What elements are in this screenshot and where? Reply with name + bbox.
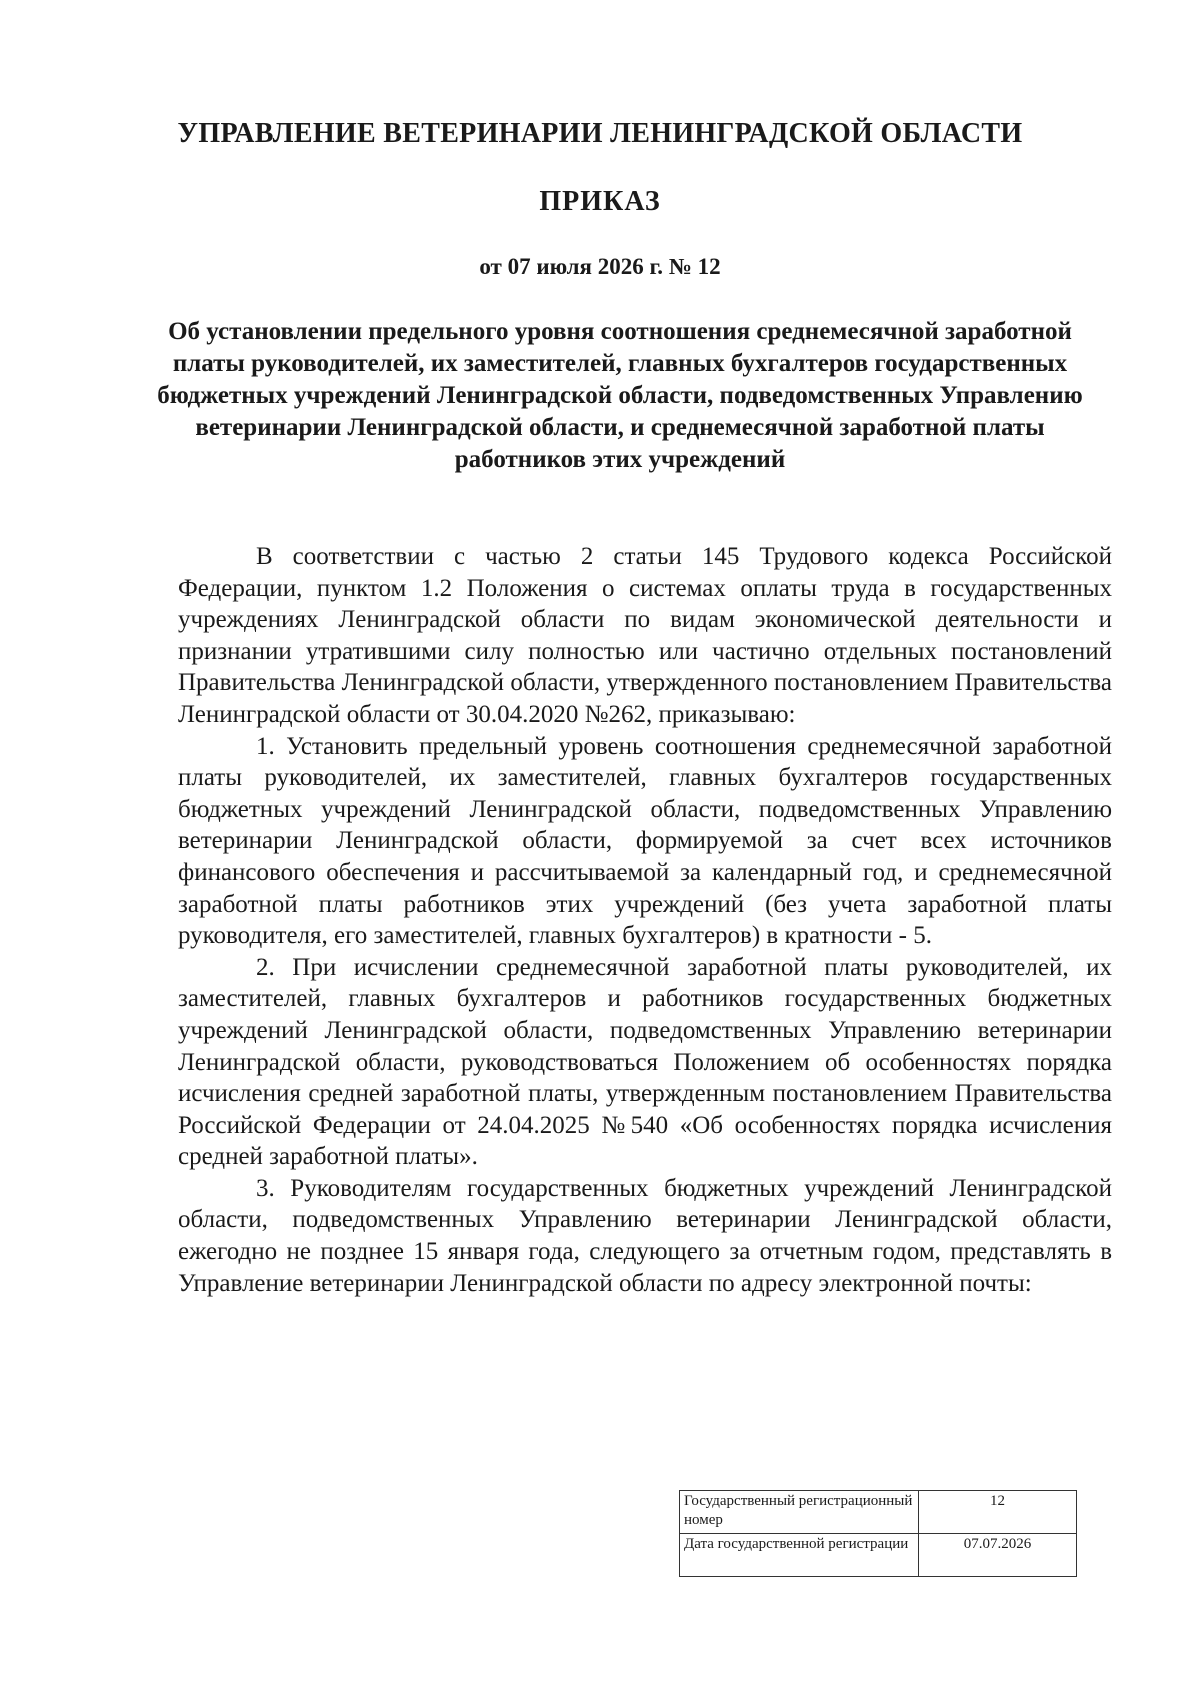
agency-name: УПРАВЛЕНИЕ ВЕТЕРИНАРИИ ЛЕНИНГРАДСКОЙ ОБЛАСТИ — [177, 118, 1023, 149]
registration-date-row — [680, 1534, 1077, 1577]
clause-3: 3. Руководителям государственных бюджетных учреждений Ленинградской области, подведомственных Управлению ветеринарии Ленинградской области, ежегодно не позднее 15 января года, следующего за отчетным годом, представлять в Управление ветеринарии Ленинградской области по адресу электронной почты: — [178, 1174, 1112, 1297]
clause-2: 2. При исчислении среднемесячной заработной платы руководителей, их заместителей, главных бухгалтеров и работников государственных бюджетных учреждений Ленинградской области, подведомственных Управлению ветеринарии Ленинградской области, руководствоваться Положением об особенностях порядка исчисления средней заработной платы, утвержденным постановлением Правительства Российской Федерации от 24.04.2025 №540 «Об особенностях порядка исчисления средней заработной платы». — [178, 953, 1112, 1171]
registration-stamp-table — [679, 1490, 1077, 1577]
document-title: Об установлении предельного уровня соотношения среднемесячной заработной платы руководителей, их заместителей, главных бухгалтеров государственных бюджетных учреждений Ленинградской области, подведомственных Управлению ветеринарии Ленинградской области, и среднемесячной заработной платы работников этих учреждений — [157, 318, 1083, 473]
registration-number-label: Государственный регистрационный номер — [680, 1491, 919, 1534]
registration-date-label: Дата государственной регистрации — [680, 1534, 919, 1577]
registration-number-row — [680, 1491, 1077, 1534]
document-body — [178, 541, 1112, 1299]
preamble-paragraph: В соответствии с частью 2 статьи 145 Трудового кодекса Российской Федерации, пунктом 1.2 Положения о системах оплаты труда в государственных учреждениях Ленинградской области по видам экономической деятельности и признании утратившими силу полностью или частично отдельных постановлений Правительства Ленинградской области, утвержденного постановлением Правительства Ленинградской области от 30.04.2020 №262, приказываю: — [178, 543, 1112, 728]
clause-1: 1. Установить предельный уровень соотношения среднемесячной заработной платы руководителей, их заместителей, главных бухгалтеров государственных бюджетных учреждений Ленинградской области, подведомственных Управлению ветеринарии Ленинградской области, формируемой за счет всех источников финансового обеспечения и рассчитываемой за календарный год, и среднемесячной заработной платы работников этих учреждений (без учета заработной платы руководителя, его заместителей, главных бухгалтеров) в кратности - 5. — [178, 732, 1112, 950]
document-type: ПРИКАЗ — [539, 186, 661, 217]
document-date-number: от 07 июля 2026 г. № 12 — [479, 254, 721, 279]
registration-number-value: 12 — [919, 1491, 1077, 1534]
registration-date-value: 07.07.2026 — [919, 1534, 1077, 1577]
